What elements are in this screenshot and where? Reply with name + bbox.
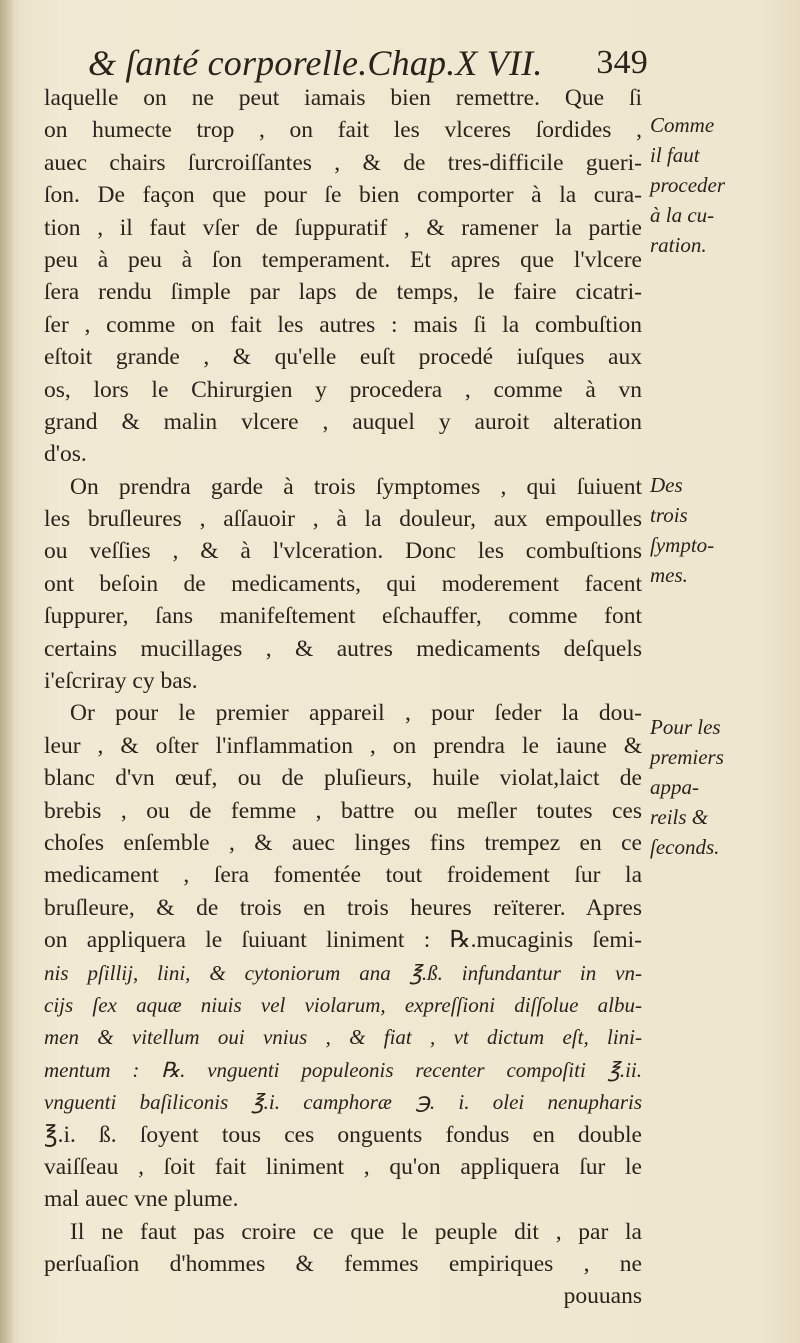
margin-note-line: ſympto- (650, 533, 715, 557)
margin-note-2 (650, 470, 800, 590)
margin-note-line: reils & (650, 805, 709, 829)
text-line: choſes enſemble , & auec linges fins trempez en ce (44, 829, 642, 856)
margin-note-line: à la cu- (650, 203, 715, 227)
text-line: leur , & oſter l'inflammation , on prendra le iaune & (44, 732, 642, 759)
text-line: on humecte trop , on fait les vlceres ſordides , (44, 117, 642, 144)
text-line: perſuaſion d'hommes & femmes empiriques , ne (44, 1251, 642, 1278)
body-text (44, 82, 642, 1313)
text-line: cijs ſex aquæ niuis vel violarum, expreſſioni diſſolue albu- (44, 992, 642, 1017)
text-line: Il ne faut pas croire ce que le peuple dit , par la (70, 1218, 642, 1245)
text-line: men & vitellum oui vnius , & fiat , vt dictum eſt, lini- (44, 1025, 642, 1050)
text-line: ont beſoin de medicaments, qui moderement facent (44, 570, 642, 597)
page-gutter (0, 0, 14, 1343)
margin-note-line: mes. (650, 563, 688, 587)
text-line: on appliquera le ſuiuant liniment : ℞.mucaginis ſemi- (44, 927, 642, 954)
text-line: tion , il faut vſer de ſuppuratif , & ramener la partie (44, 214, 642, 241)
text-line: ou veſſies , & à l'vlceration. Donc les combuſtions (44, 538, 642, 565)
text-line: i'eſcriray cy bas. (44, 668, 198, 695)
margin-note-line: ration. (650, 233, 707, 257)
margin-note-line: Comme (650, 113, 715, 137)
text-line: nis pſillij, lini, & cytoniorum ana ℥.ß. infundantur in vn- (44, 960, 642, 985)
text-line: pouuans (563, 1283, 642, 1310)
text-line: blanc d'vn œuf, ou de pluſieurs, huile violat,laict de (44, 765, 642, 792)
margin-note-line: proceder (650, 173, 726, 197)
text-line: peu à peu à ſon temperament. Et apres que l'vlcere (44, 246, 642, 273)
running-header (88, 38, 648, 88)
text-line: vaiſſeau , ſoit fait liniment , qu'on appliquera ſur le (44, 1153, 642, 1180)
margin-note-line: appa- (650, 775, 699, 799)
margin-note-line: Pour les (650, 715, 721, 739)
text-line: Or pour le premier appareil , pour ſeder la dou- (70, 700, 642, 727)
text-line: mentum : ℞. vnguenti populeonis recenter compoſiti ℥.ii. (44, 1057, 642, 1082)
text-line: bruſleure, & de trois en trois heures reïterer. Apres (44, 894, 642, 921)
text-line: ſuppurer, ſans manifeſtement eſchauffer, comme font (44, 603, 642, 630)
text-line: certains mucillages , & autres medicaments deſquels (44, 635, 642, 662)
text-line: medicament , ſera fomentée tout froidement ſur la (44, 862, 642, 889)
text-line: ſer , comme on fait les autres : mais ſi la combuſtion (44, 311, 642, 338)
text-line: d'os. (44, 441, 87, 468)
margin-note-line: il faut (650, 143, 700, 167)
text-line: ſera rendu ſimple par laps de temps, le faire cicatri- (44, 279, 642, 306)
running-title: & ſanté corporelle.Chap.X VII. (88, 43, 543, 83)
text-line: grand & malin vlcere , auquel y auroit alteration (44, 408, 642, 435)
page-number: 349 (596, 44, 648, 81)
text-line: laquelle on ne peut iamais bien remettre. Que ſi (44, 85, 642, 111)
text-line: vnguenti baſiliconis ℥.i. camphoræ ℈. i. olei nenupharis (44, 1090, 642, 1115)
text-line: mal auec vne plume. (44, 1186, 239, 1213)
text-line: ſon. De façon que pour ſe bien comporter à la cura- (44, 182, 642, 209)
margin-note-3 (650, 712, 800, 862)
margin-note-1 (650, 110, 800, 260)
text-line: eſtoit grande , & qu'elle euſt procedé iuſques aux (44, 344, 642, 371)
text-line: os, lors le Chirurgien y procedera , comme à vn (44, 376, 642, 403)
margin-note-line: premiers (650, 745, 724, 769)
margin-note-line: Des (650, 473, 683, 497)
text-line: ℥.i. ß. ſoyent tous ces onguents fondus en double (44, 1121, 642, 1148)
margin-note-line: ſeconds. (650, 835, 720, 859)
text-line: brebis , ou de femme , battre ou meſler toutes ces (44, 797, 642, 824)
text-line: auec chairs ſurcroiſſantes , & de tres-difficile gueri- (44, 149, 642, 176)
text-line: les bruſleures , aſſauoir , à la douleur, aux empoulles (44, 506, 642, 533)
text-line: On prendra garde à trois ſymptomes , qui ſuiuent (70, 473, 642, 500)
margin-note-line: trois (650, 503, 688, 527)
